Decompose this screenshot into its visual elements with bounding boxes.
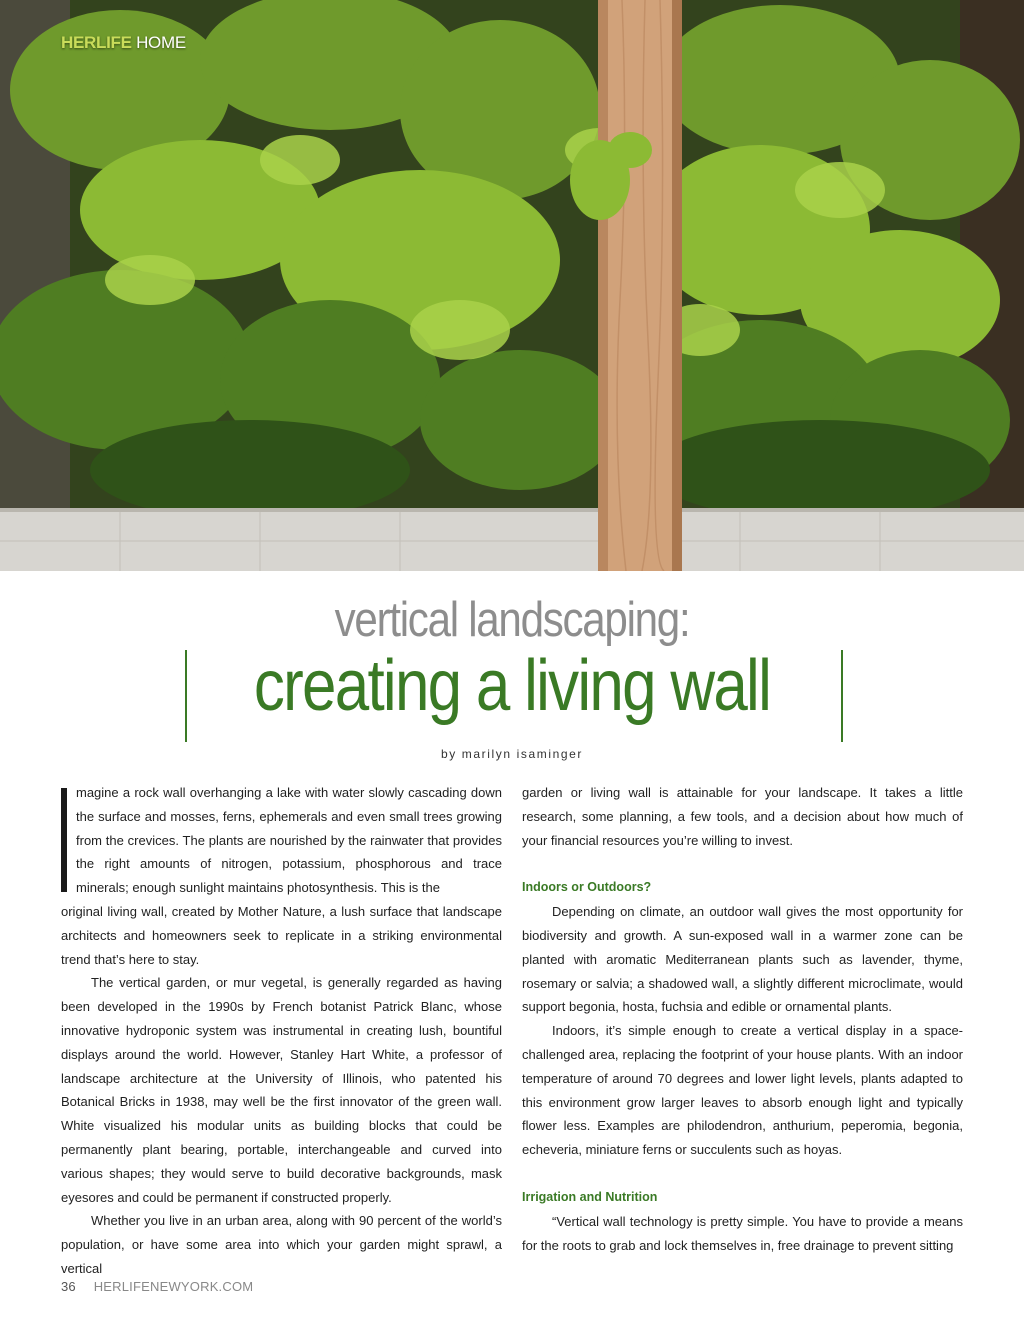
site-url: HERLIFENEWYORK.COM <box>93 1279 254 1294</box>
paragraph: garden or living wall is attainable for your landscape. It takes a little research, some planning, a few tools, and a decision about how much of your financial resources you’re willing to invest. <box>522 785 963 848</box>
left-column <box>61 781 502 1281</box>
byline: by marilyn isaminger <box>440 747 584 761</box>
right-column <box>522 781 963 1257</box>
paragraph: “Vertical wall technology is pretty simple. You have to provide a means for the roots to grab and lock themselves in, free drainage to prevent sitting <box>522 1213 963 1253</box>
paragraph: Whether you live in an urban area, along with 90 percent of the world’s population, or have some area into which your garden might sprawl, a vertical <box>61 1213 502 1276</box>
living-wall-photo-icon <box>0 0 1024 571</box>
hero-image <box>0 0 1024 571</box>
paragraph-intro-rest: original living wall, created by Mother Nature, a lush surface that landscape architects and homeowners seek to replicate in a striking environmental trend that’s here to stay. <box>61 903 502 967</box>
brand-name: HERLIFE <box>61 33 132 52</box>
page-footer <box>61 1279 253 1294</box>
section-label <box>61 33 186 53</box>
paragraph-intro: magine a rock wall overhanging a lake with water slowly cascading down the surface and mosses, ferns, ephemerals and even small trees growing from the crevices. The plants are nourished by the rainwater that provides the right amounts of nitrogen, potassium, phosphorous and trace minerals; enough sunlight maintains photosynthesis. This is the <box>76 785 502 896</box>
paragraph: The vertical garden, or mur vegetal, is generally regarded as having been developed in the 1990s by French botanist Patrick Blanc, whose innovative hydroponic system was instrumental in creating lush, bountiful displays around the world. However, Stanley Hart White, a professor of landscape architecture at the University of Illinois, who patented his Botanical Bricks in 1938, may well be the first innovator of the green wall. White visualized his modular units as building blocks that could be permanently plant bearing, portable, interchangeable and curved into various shapes; they would serve to build decorative backgrounds, mask eyesores and could be permanent if constructed properly. <box>61 975 502 1205</box>
title-rule-right <box>841 650 843 742</box>
title-line-2: creating a living wall <box>253 646 771 726</box>
paragraph: Depending on climate, an outdoor wall gives the most opportunity for biodiversity and growth. A sun-exposed wall in a warmer zone can be planted with aromatic Mediterranean plants such as lavender, thyme, rosemary or salvia; a shadowed wall, a slightly different microclimate, would support begonia, hosta, fuchsia and edible or ornamental plants. <box>522 904 963 1015</box>
paragraph: Indoors, it’s simple enough to create a vertical display in a space-challenged area, replacing the footprint of your house plants. With an indoor temperature of around 70 degrees and lower light levels, plants adapted to this environment grow larger leaves to absorb enough light and typically flower less. Examples are philodendron, anthurium, peperomia, begonia, echeveria, miniature ferns or succulents such as hoyas. <box>522 1023 963 1158</box>
subheading: Indoors or Outdoors? <box>522 880 652 895</box>
subheading: Irrigation and Nutrition <box>522 1189 658 1204</box>
title-line-1: vertical landscaping: <box>334 593 690 647</box>
section-name: HOME <box>136 33 186 52</box>
page-number: 36 <box>61 1279 76 1294</box>
